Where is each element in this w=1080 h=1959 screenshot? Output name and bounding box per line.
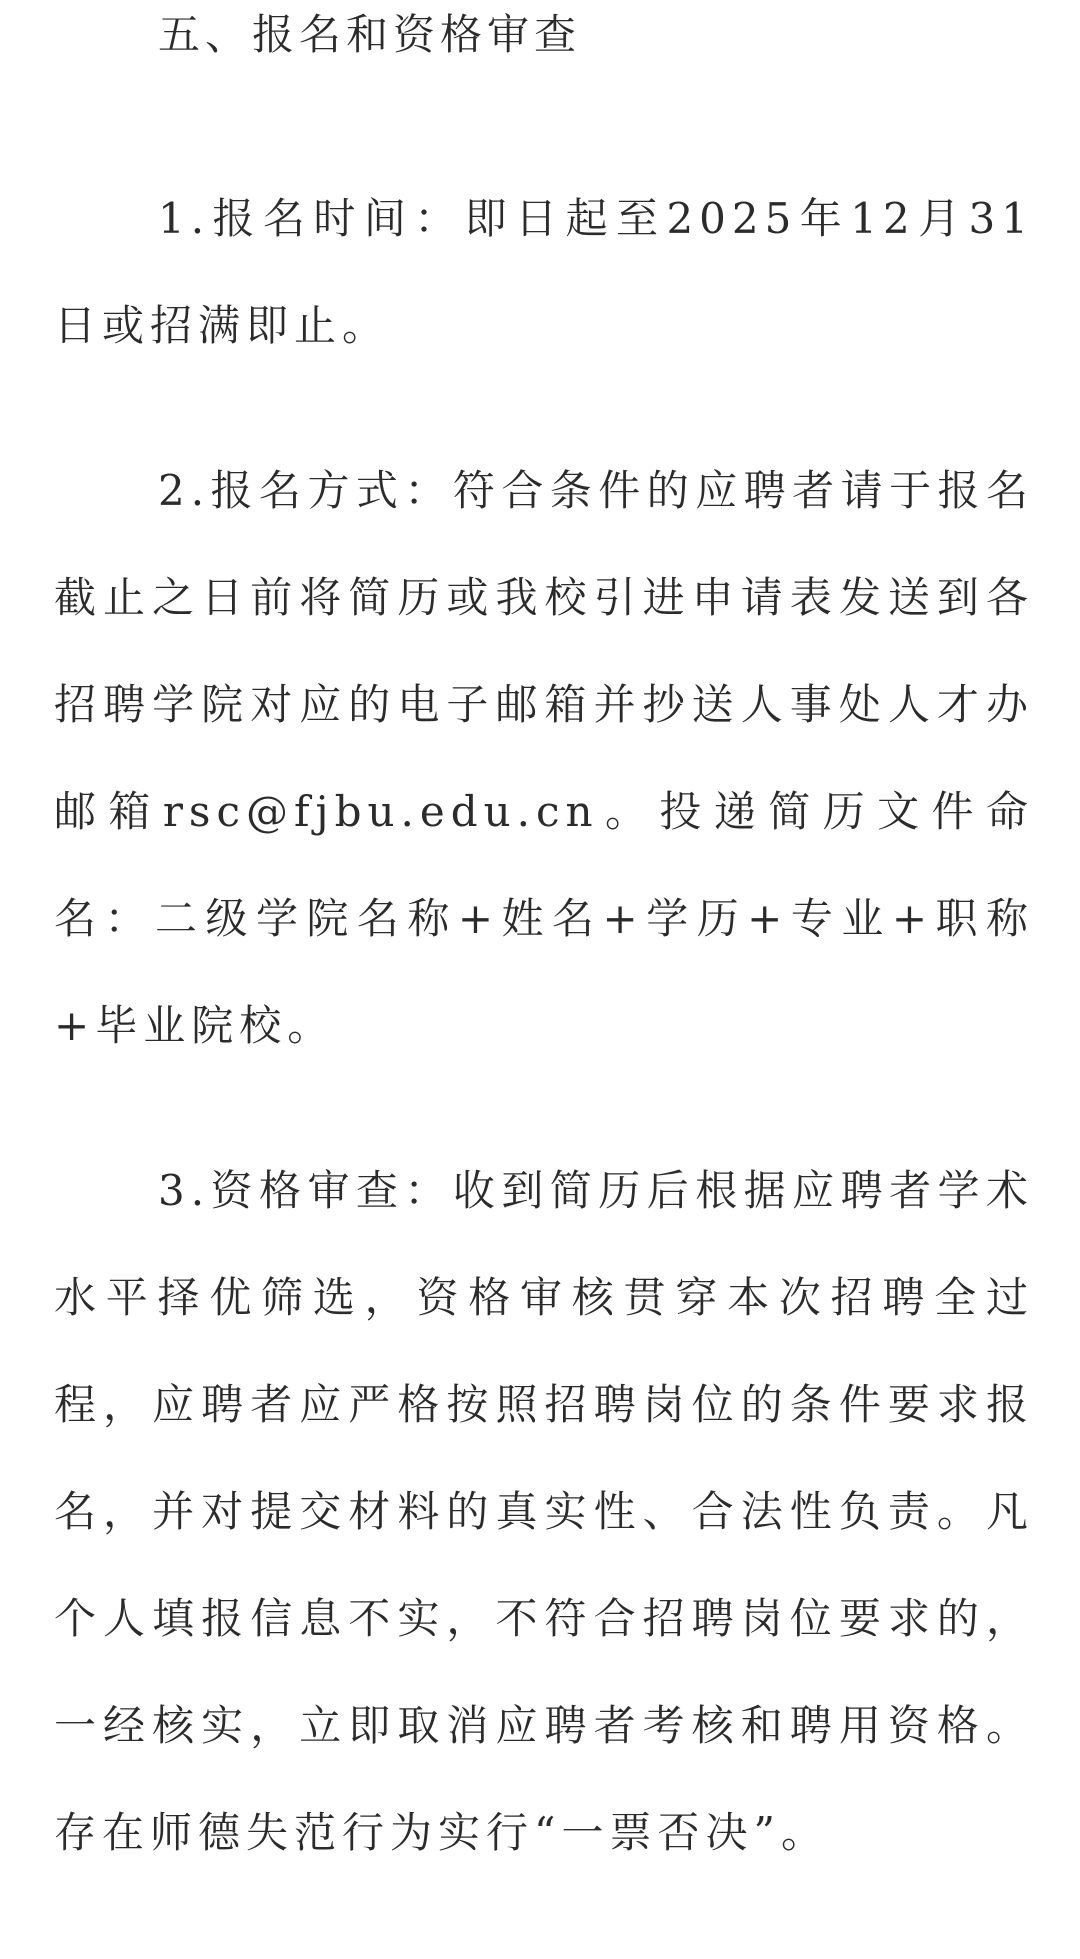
paragraph-registration-method: 2.报名方式：符合条件的应聘者请于报名截止之日前将简历或我校引进申请表发送到各招聘学院对应的电子邮箱并抄送人事处人才办邮箱rsc@fjbu.edu.cn。投递简历文件命名：二级学院名称+姓名+学历+专业+职称+毕业院校。 — [54, 466, 1034, 1050]
paragraph-registration-time: 1.报名时间：即日起至2025年12月31日或招满即止。 — [54, 194, 1034, 350]
paragraph-qualification-review: 3.资格审查：收到简历后根据应聘者学术水平择优筛选，资格审核贯穿本次招聘全过程，应聘者应严格按照招聘岗位的条件要求报名，并对提交材料的真实性、合法性负责。凡个人填报信息不实，不符合招聘岗位要求的，一经核实，立即取消应聘者考核和聘用资格。存在师德失范行为实行“一票否决”。 — [54, 1166, 1034, 1857]
document-page — [54, 0, 1034, 1886]
section-heading: 五、报名和资格审查 — [158, 10, 582, 59]
